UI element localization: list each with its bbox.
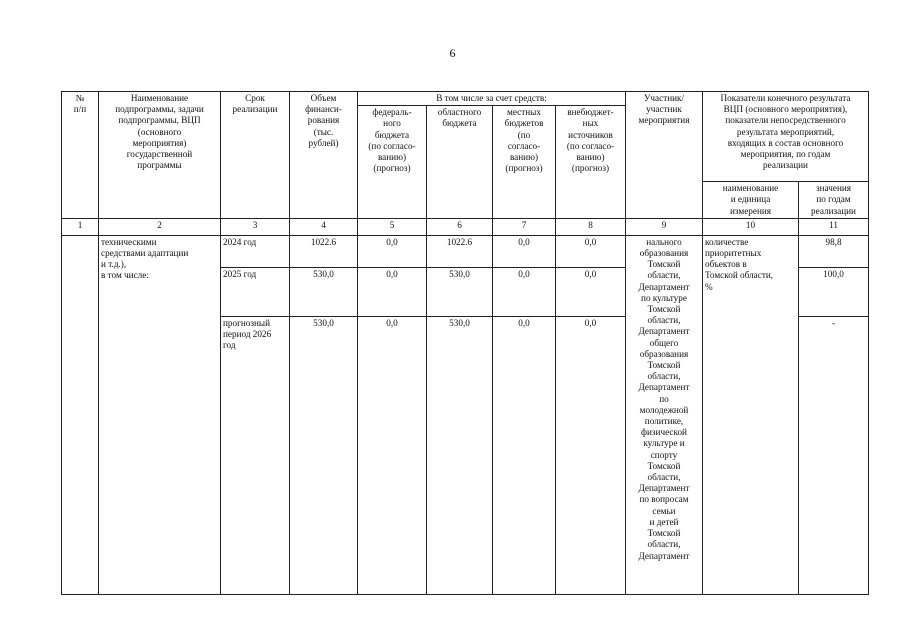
column-number: 1 [62, 218, 99, 235]
indicator-value-cell: 98,8 [799, 235, 869, 267]
period-cell: прогнозный период 2026 год [221, 316, 290, 594]
header-regional: областного бюджета [427, 106, 493, 219]
local-cell: 0,0 [493, 316, 556, 594]
total-cell: 530,0 [290, 267, 358, 316]
federal-cell: 0,0 [358, 267, 427, 316]
local-cell: 0,0 [493, 267, 556, 316]
total-cell: 1022.6 [290, 235, 358, 267]
header-indicators-group: Показатели конечного результата ВЦП (основного мероприятия), показатели непосредственного результата мероприятий, входящих в состав основного мероприятия, по годам реализации [703, 92, 869, 182]
header-sources-group: В том числе за счет средств: [358, 92, 626, 106]
local-cell: 0,0 [493, 235, 556, 267]
column-number: 6 [427, 218, 493, 235]
header-row-number: № п/п [62, 92, 99, 219]
federal-cell: 0,0 [358, 235, 427, 267]
column-number: 4 [290, 218, 358, 235]
regional-cell: 530,0 [427, 267, 493, 316]
header-federal: федераль- ного бюджета (по согласо- ванию) (прогноз) [358, 106, 427, 219]
program-table [61, 91, 869, 595]
column-number: 10 [703, 218, 799, 235]
header-total-funding: Объем финанси- рования (тыс. рублей) [290, 92, 358, 219]
indicator-value-cell: 100,0 [799, 267, 869, 316]
table-row [62, 235, 869, 267]
regional-cell: 530,0 [427, 316, 493, 594]
total-cell: 530,0 [290, 316, 358, 594]
header-extrabudgetary: внебюджет- ных источников (по согласо- ванию) (прогноз) [556, 106, 626, 219]
header-local: местных бюджетов (по согласо- ванию) (прогноз) [493, 106, 556, 219]
header-participant: Участник/ участник мероприятия [626, 92, 703, 219]
column-number: 8 [556, 218, 626, 235]
item-name-cell: техническими средствами адаптации и т.д.), в том числе: [99, 235, 221, 594]
extrabudgetary-cell: 0,0 [556, 235, 626, 267]
column-number-row [62, 218, 869, 235]
participant-cell: нального образования Томской области, Департамент по культуре Томской области, Департамент общего образования Томской области, Департамент по молодежной политике, физической культуре и спорту Томской области, Департамент по вопросам семьи и детей Томской области, Департамент [626, 235, 703, 594]
page-number: 6 [449, 46, 456, 60]
header-indicator-values: значения по годам реализации [799, 182, 869, 219]
regional-cell: 1022.6 [427, 235, 493, 267]
row-number-cell [62, 235, 99, 594]
column-number: 7 [493, 218, 556, 235]
period-cell: 2024 год [221, 235, 290, 267]
extrabudgetary-cell: 0,0 [556, 267, 626, 316]
indicator-value-cell: - [799, 316, 869, 594]
column-number: 9 [626, 218, 703, 235]
column-number: 5 [358, 218, 427, 235]
column-number: 3 [221, 218, 290, 235]
header-period: Срок реализации [221, 92, 290, 219]
header-indicator-name: наименование и единица измерения [703, 182, 799, 219]
federal-cell: 0,0 [358, 316, 427, 594]
extrabudgetary-cell: 0,0 [556, 316, 626, 594]
column-number: 2 [99, 218, 221, 235]
column-number: 11 [799, 218, 869, 235]
indicator-name-cell: количестве приоритетных объектов в Томской области, % [703, 235, 799, 594]
header-name: Наименование подпрограммы, задачи подпрограммы, ВЦП (основного мероприятия) государственной программы [99, 92, 221, 219]
period-cell: 2025 год [221, 267, 290, 316]
